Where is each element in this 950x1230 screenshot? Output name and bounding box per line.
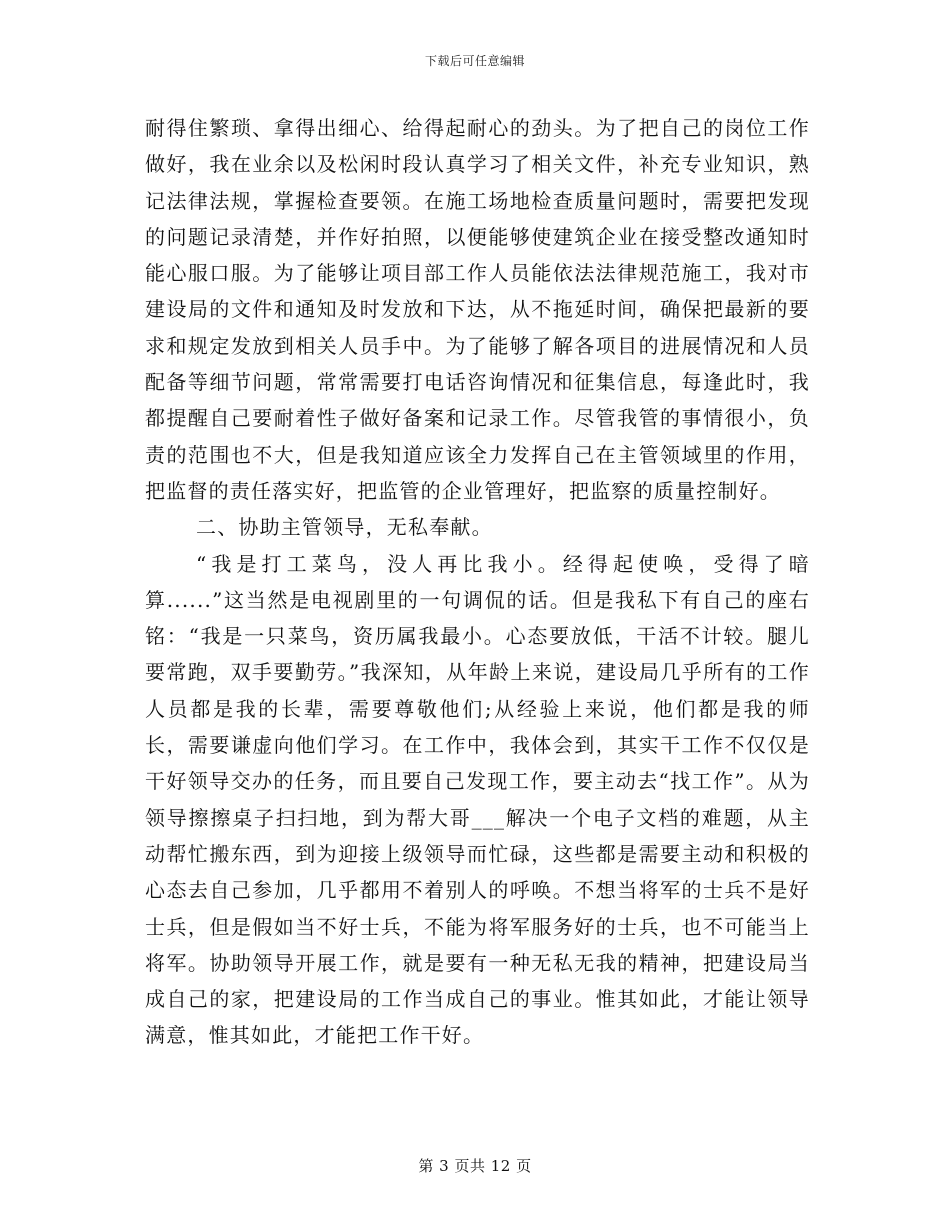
page-number: 第 3 页共 12 页 [418, 1157, 532, 1175]
section-heading: 二、协助主管领导，无私奉献。 [196, 515, 493, 540]
page-header: 下载后可任意编辑 [424, 54, 525, 68]
paragraph-continued: 耐得住繁琐、拿得出细心、给得起耐心的劲头。为了把自己的岗位工作做好，我在业余以及松闲时段认真学习了相关文件，补充专业知识，熟记法律法规，掌握检查要领。在施工场地检查质量问题时，需要把发现的问题记录清楚，并作好拍照，以便能够使建筑企业在接受整改通知时能心服口服。为了能够让项目部工作人员能依法法律规范施工，我对市建设局的文件和通知及时发放和下达，从不拖延时间，确保把最新的要求和规定发放到相关人员手中。为了能够了解各项目的进展情况和人员配备等细节问题，常常需要打电话咨询情况和征集信息，每逢此时，我都提醒自己要耐着性子做好备案和记录工作。尽管我管的事情很小，负责的范围也不大，但是我知道应该全力发挥自己在主管领域里的作用，把监督的责任落实好，把监管的企业管理好，把监察的质量控制好。 [145, 116, 810, 503]
paragraph: “我是打工菜鸟，没人再比我小。经得起使唤，受得了暗算......”这当然是电视剧里的一句调侃的话。但是我私下有自己的座右铭：“我是一只菜鸟，资历属我最小。心态要放低，干活不计较。腿儿要常跑，双手要勤劳。”我深知，从年龄上来说，建设局几乎所有的工作人员都是我的长辈，需要尊敬他们;从经验上来说，他们都是我的师长，需要谦虚向他们学习。在工作中，我体会到，其实干工作不仅仅是干好领导交办的任务，而且要自己发现工作，要主动去“找工作”。从为领导擦擦桌子扫扫地，到为帮大哥___解决一个电子文档的难题，从主动帮忙搬东西，到为迎接上级领导而忙碌，这些都是需要主动和积极的心态去自己参加，几乎都用不着别人的呼唤。不想当将军的士兵不是好士兵，但是假如当不好士兵，不能为将军服务好的士兵，也不可能当上将军。协助领导开展工作，就是要有一种无私无我的精神，把建设局当成自己的家，把建设局的工作当成自己的事业。惟其如此，才能让领导满意，惟其如此，才能把工作干好。 [145, 551, 810, 1048]
document-body [145, 110, 810, 1054]
